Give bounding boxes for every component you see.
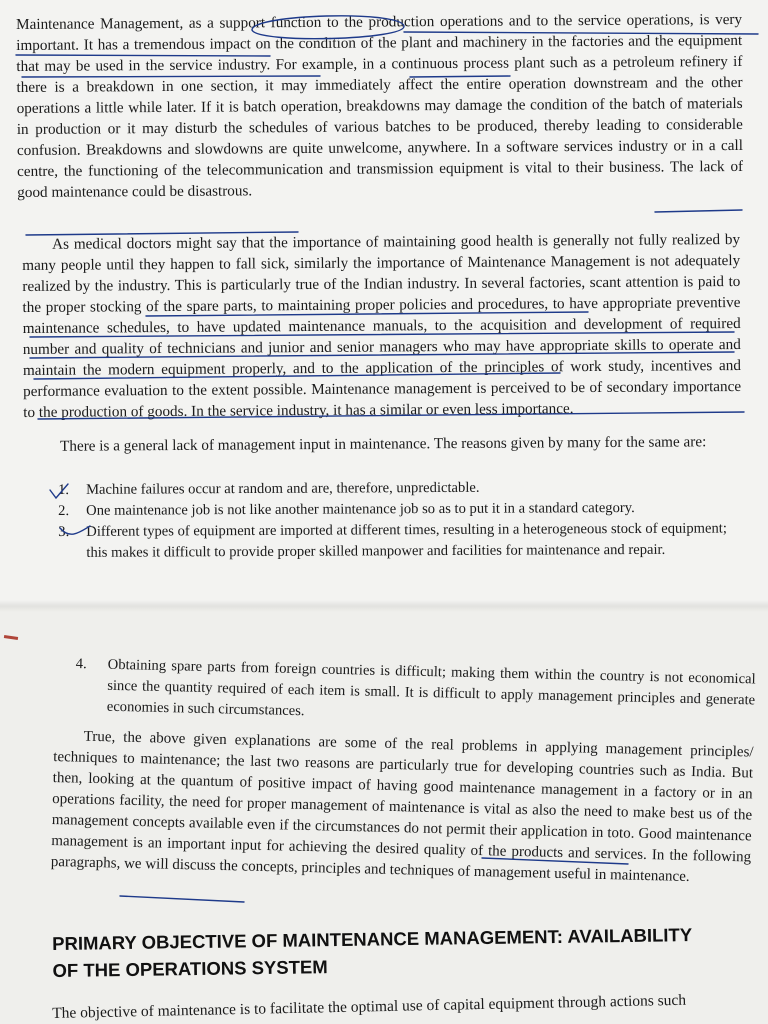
list-text: Machine failures occur at random and are, therefore, unpredictable. xyxy=(86,479,480,498)
paragraph-cutoff: The objective of maintenance is to facilitate the optimal use of capital equipment through actions such xyxy=(52,991,687,1022)
list-text: Obtaining spare parts from foreign countries is difficult; making them within the country is not economical since the quantity required of each item is small. It is difficult to apply management principles and generate economies in such circumstances. xyxy=(106,656,756,720)
list-item xyxy=(58,518,730,564)
list-number: 1. xyxy=(58,481,70,498)
list-text: Different types of equipment are imported at different times, resulting in a heterogeneous stock of equipment; this makes it difficult to provide proper skilled manpower and facilities for maintenance and repair. xyxy=(86,520,727,561)
list-number: 3. xyxy=(58,523,70,540)
paragraph-true-explanations: True, the above given explanations are some of the real problems in applying management principles/ techniques to maintenance; the last two reasons are particularly true for developing countries such as India. But then, looking at the quantum of positive impact of having good maintenance management in a factory or in an operations facility, the need for proper management of maintenance is vital as also the need to make best us of the management concepts available even if the circumstances do not permit their application in toto. Good maintenance management is an important input for achieving the desired quality of the products and services. In the following paragraphs, we will discuss the concepts, principles and techniques of management useful in maintenance. xyxy=(50,728,754,886)
list-number: 4. xyxy=(75,655,87,673)
section-heading: PRIMARY OBJECTIVE OF MAINTENANCE MANAGEMENT: AVAILABILITY OF THE OPERATIONS SYSTEM xyxy=(52,924,692,981)
list-number: 2. xyxy=(58,502,70,519)
reasons-list xyxy=(58,476,730,564)
paragraph-lack-of-input: There is a general lack of management input in maintenance. The reasons given by many for the same are: xyxy=(60,433,707,455)
list-text: One maintenance job is not like another maintenance job so as to put it in a standard category. xyxy=(86,499,635,519)
paragraph-intro: Maintenance Management, as a support function to the production operations and to the service operations, is very important. It has a tremendous impact on the condition of the plant and machinery in the factories and the equipment that may be used in the service industry. For example, in a continuous process plant such as a petroleum refinery if there is a breakdown in one section, it may immediately affect the entire operation downstream and the other operations a little while later. If it is batch operation, breakdowns may damage the condition of the batch of materials in production or it may disturb the schedules of various batches to be produced, thereby leading to considerable confusion. Breakdowns and slowdowns are quite unwelcome, anywhere. In a software services industry or in a call centre, the functioning of the telecommunication and transmission equipment is vital to their business. The lack of good maintenance could be disastrous. xyxy=(16,10,744,201)
page-seam xyxy=(0,600,768,612)
paragraph-importance: As medical doctors might say that the importance of maintaining good health is generally not fully realized by many people until they happen to fall sick, similarly the importance of Maintenance Management is not adequately realized by the industry. This is particularly true of the Indian industry. In several factories, scant attention is paid to the proper stocking of the spare parts, to maintaining proper policies and procedures, to have appropriate preventive maintenance schedules, to have updated maintenance manuals, to the acquisition and development of required number and quality of technicians and junior and senior managers who may have appropriate skills to operate and maintain the modern equipment properly, and to the application of the principles of work study, incentives and performance evaluation to the extent possible. Maintenance management is perceived to be of secondary importance to the production of goods. In the service industry, it has a similar or even less importance. xyxy=(22,230,742,421)
